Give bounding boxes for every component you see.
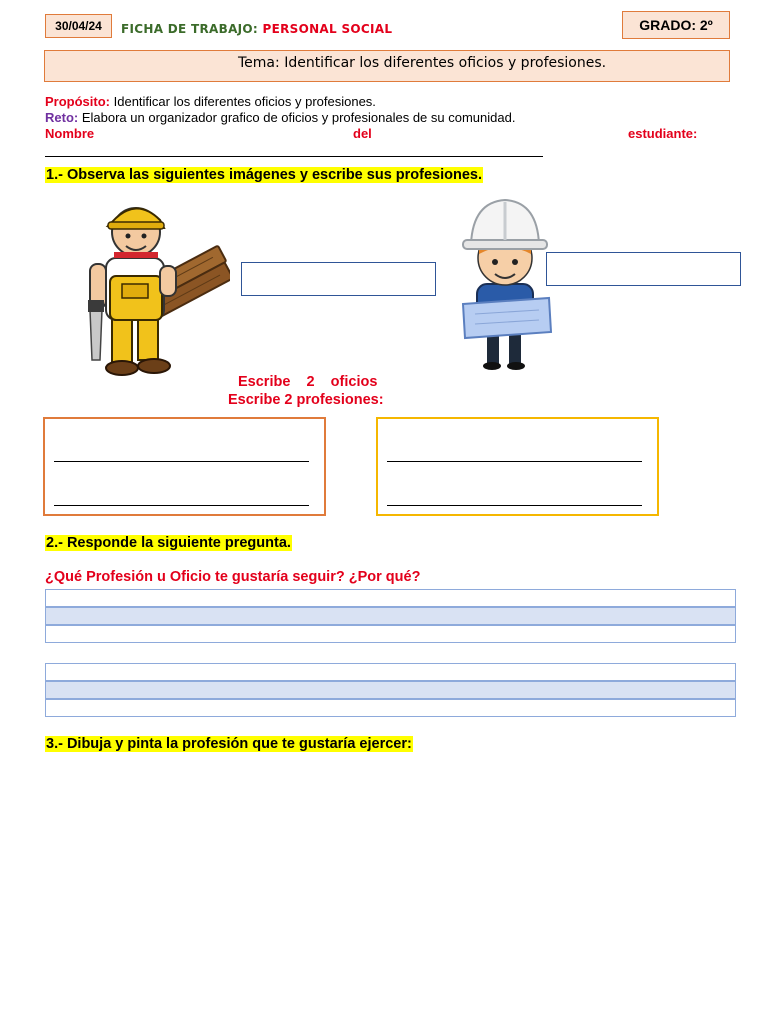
answer-row-3[interactable] [45, 625, 736, 643]
answer-row-2[interactable] [45, 607, 736, 625]
profesiones-box[interactable] [376, 417, 659, 516]
answer-row-1[interactable] [45, 589, 736, 607]
proposito-label: Propósito: [45, 94, 110, 109]
answer-row-4[interactable] [45, 663, 736, 681]
ficha-label: FICHA DE TRABAJO: [121, 22, 259, 36]
answer-row-6[interactable] [45, 699, 736, 717]
nombre-word-3: estudiante: [628, 126, 698, 141]
proposito-text: Identificar los diferentes oficios y profesiones. [113, 94, 376, 109]
grade-badge: GRADO: 2º [622, 11, 730, 39]
tema-label: Tema: [238, 55, 280, 71]
proposito-line [45, 94, 376, 109]
section2-title [45, 534, 292, 552]
profesion-line-2[interactable] [387, 505, 642, 506]
section2-title-text: 2.- Responde la siguiente pregunta. [46, 535, 291, 551]
reto-text: Elabora un organizador grafico de oficios y profesionales de su comunidad. [81, 110, 516, 125]
worksheet-title [121, 22, 392, 36]
answer-row-5[interactable] [45, 681, 736, 699]
escribe-oficios-label: Escribe 2 oficios [238, 374, 378, 390]
subject-label: PERSONAL SOCIAL [262, 22, 393, 36]
date-badge: 30/04/24 [45, 14, 112, 38]
reto-line [45, 110, 515, 125]
nombre-word-2: del [353, 126, 372, 141]
nombre-word-1: Nombre [45, 126, 95, 141]
oficio-line-1[interactable] [54, 461, 309, 462]
carpenter-answer-box[interactable] [241, 262, 436, 296]
oficio-line-2[interactable] [54, 505, 309, 506]
section3-title-text: 3.- Dibuja y pinta la profesión que te gustaría ejercer: [46, 736, 412, 752]
section1-title [45, 166, 483, 184]
drawing-area[interactable] [45, 760, 736, 1000]
section2-question: ¿Qué Profesión u Oficio te gustaría seguir? ¿Por qué? [45, 569, 421, 585]
carpenter-illustration [82, 192, 230, 380]
profesion-line-1[interactable] [387, 461, 642, 462]
engineer-answer-box[interactable] [546, 252, 741, 286]
tema-banner [44, 50, 730, 82]
section3-title [45, 735, 413, 753]
escribe-profesiones-label: Escribe 2 profesiones: [228, 392, 384, 408]
tema-line [238, 55, 606, 71]
tema-text: Identificar los diferentes oficios y profesiones. [284, 55, 607, 71]
oficios-box[interactable] [43, 417, 326, 516]
section1-title-text: 1.- Observa las siguientes imágenes y escribe sus profesiones. [46, 167, 482, 183]
name-underline[interactable] [45, 156, 543, 157]
reto-label: Reto: [45, 110, 79, 125]
